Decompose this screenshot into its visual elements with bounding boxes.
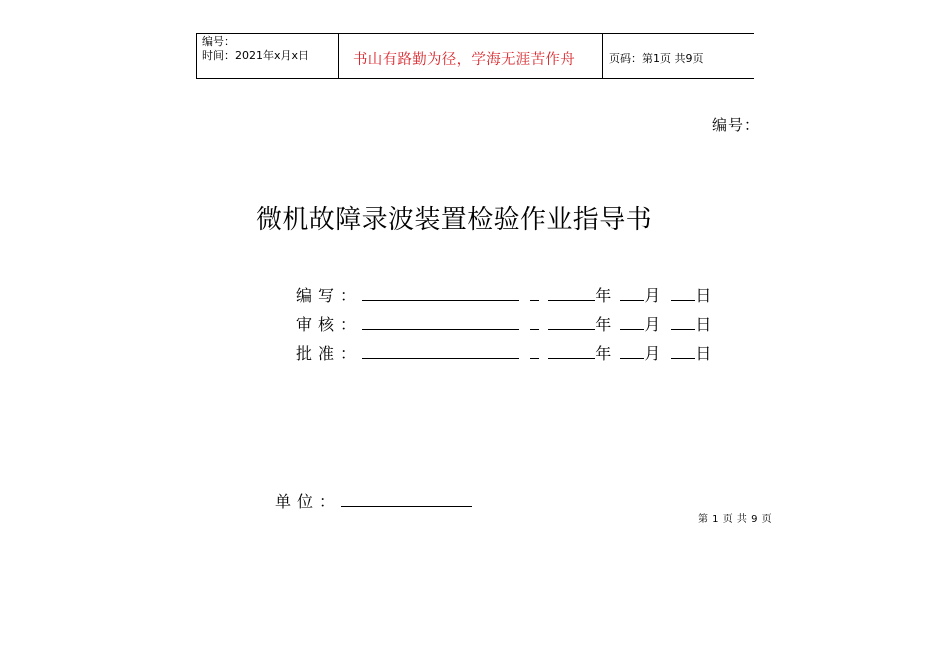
day-blank[interactable]	[671, 315, 695, 330]
document-title: 微机故障录波装置检验作业指导书	[256, 205, 653, 235]
header-page-info: 页码：第1页 共9页	[609, 52, 704, 65]
header-table	[196, 33, 754, 79]
sign-row-label: 审核：	[296, 315, 363, 334]
year-label: 年	[595, 315, 612, 334]
month-blank[interactable]	[620, 315, 644, 330]
document-number-label: 编号：	[712, 116, 761, 134]
header-motto-cell	[339, 34, 603, 78]
header-page-cell	[603, 34, 754, 78]
signature-blank[interactable]	[362, 286, 519, 301]
signature-blank[interactable]	[362, 344, 519, 359]
year-blank[interactable]	[548, 315, 595, 330]
day-label: 日	[695, 344, 712, 363]
footer-page-number: 第 1 页 共 9 页	[698, 514, 773, 525]
sign-row-label: 编写：	[296, 286, 363, 305]
sign-row-review	[296, 312, 711, 334]
month-label: 月	[644, 286, 661, 305]
day-label: 日	[695, 315, 712, 334]
signature-blank[interactable]	[362, 315, 519, 330]
year-label: 年	[595, 286, 612, 305]
sign-row-approve	[296, 341, 711, 363]
year-label: 年	[595, 344, 612, 363]
sign-row-author	[296, 283, 711, 305]
signature-blank-extra	[530, 344, 539, 359]
day-blank[interactable]	[671, 286, 695, 301]
day-label: 日	[695, 286, 712, 305]
year-blank[interactable]	[548, 344, 595, 359]
unit-row	[275, 489, 472, 512]
day-blank[interactable]	[671, 344, 695, 359]
signature-blank-extra	[530, 315, 539, 330]
unit-label: 单位：	[275, 492, 342, 511]
sign-row-label: 批准：	[296, 344, 363, 363]
month-label: 月	[644, 344, 661, 363]
month-blank[interactable]	[620, 344, 644, 359]
header-meta-cell	[197, 34, 339, 78]
header-motto: 书山有路勤为径，学海无涯苦作舟	[353, 52, 575, 68]
year-blank[interactable]	[548, 286, 595, 301]
header-number-label: 编号：	[202, 35, 235, 48]
header-time-label: 时间：2021年x月x日	[202, 49, 310, 62]
signature-blank-extra	[530, 286, 539, 301]
month-blank[interactable]	[620, 286, 644, 301]
unit-blank[interactable]	[341, 492, 472, 507]
month-label: 月	[644, 315, 661, 334]
